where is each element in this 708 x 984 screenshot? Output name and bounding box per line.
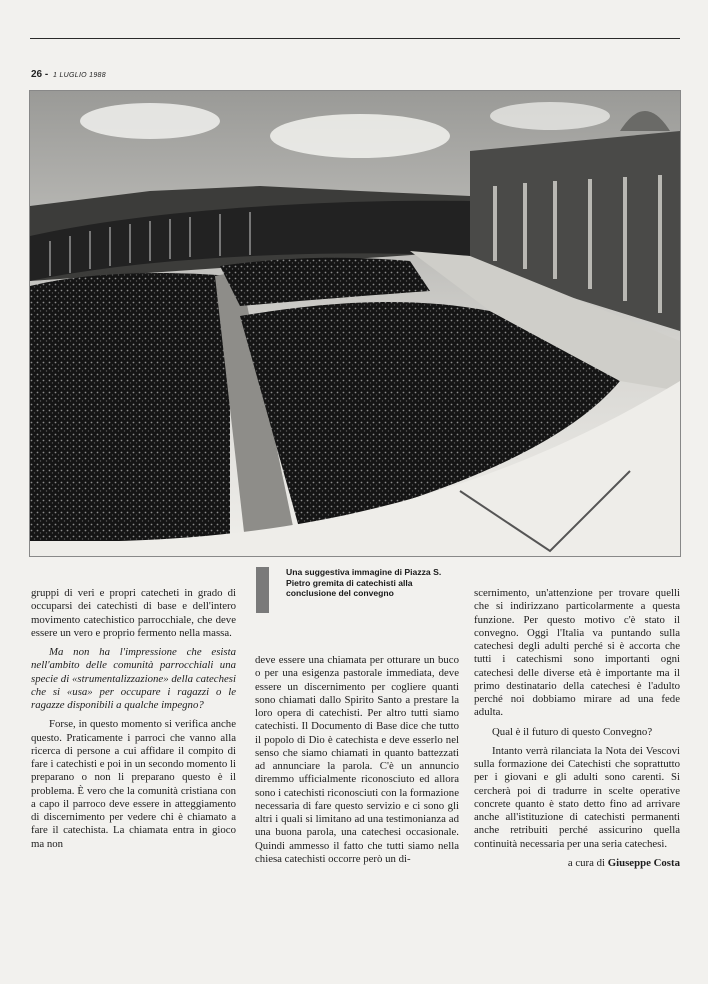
byline xyxy=(474,857,680,870)
paragraph: deve essere una chiamata per otturare un buco o per una esigenza pastorale immediata, deve essere un discernimento per cogliere quanti sono chiamati dallo Spirito Santo a prestare la loro opera di catechisti. Per altro tutti siamo catechisti. Il Documento di Base dice che tutto il popolo di Dio è catechista e deve esserlo nel senso che siamo chiamati in quanto battezzati ad annunciare la parola. C'è un annuncio diremmo ufficialmente riconosciuto ed allora sono i catechisti riconosciuti con la formazione necessaria di fare questo servizio e ci sono gli altri i quali si limitano ad una testimonianza ad una buona parola, una catechesi occasionale. Quindi ammesso il fatto che tutti siamo nella chiesa catechisti occorre però un di- xyxy=(255,654,459,865)
photo-illustration xyxy=(30,91,680,556)
caption-bar xyxy=(256,567,269,613)
paragraph: Forse, in questo momento si verifica anche questo. Praticamente i parroci che vanno alla ricerca di persone a cui affidare il compito di fare i catechisti e poi in un secondo momento li preparano o non li preparano questo è il problema. È vero che la comunità cristiana con a capo il parroco deve essere in atteggiamento di discernimento per vedere chi è chiamato a fare il catechista. La chiamata entra in gioco ma non xyxy=(31,718,236,850)
article-column-1 xyxy=(31,587,236,857)
byline-prefix: a cura di xyxy=(567,856,605,869)
top-rule xyxy=(30,38,680,39)
page-number: 26 xyxy=(31,69,43,80)
interview-question: Qual è il futuro di questo Convegno? xyxy=(492,725,653,738)
issue-date: 1 LUGLIO 1988 xyxy=(53,72,106,79)
paragraph: scernimento, un'attenzione per trovare quelli che si indirizzano particolarmente a questa funzione. Per questo motivo c'è stato il convegno. Oggi l'Italia va puntando sulla catechesi degli adulti perché si è accorta che tutti i catechismi sono importanti ogni catechesi delle diverse età è importante ma il primo destinatario della catechesi è l'adulto perché noi dobbiamo mirare ad una fede adulta. xyxy=(474,587,680,719)
byline-author: Giuseppe Costa xyxy=(607,856,680,869)
interview-question: Ma non ha l'impressione che esista nell'ambito delle comunità parrocchiali una specie di «strumentalizzazione» della catechesi che si «usa» per occupare i ragazzi o le ragazze disponibili a qualche impegno? xyxy=(31,646,236,711)
article-column-3 xyxy=(474,587,680,876)
crowd-left xyxy=(30,273,230,541)
cloud xyxy=(270,114,450,158)
cloud xyxy=(80,103,220,139)
paragraph: Intanto verrà rilanciata la Nota dei Vescovi sulla formazione dei Catechisti che soprattutto per i giovani e gli adulti sono carenti. Si cercherà poi di tradurre in scelte operative concrete quanto è stato detto fino ad arrivare anche all'istituzione di catechisti permanenti anche retribuiti perché assicurino quella continuità necessaria per una seria catechesi. xyxy=(474,744,680,850)
article-column-2 xyxy=(255,654,459,872)
paragraph: gruppi di veri e propri catecheti in grado di occuparsi dei catechisti di base e dell'intero movimento catechistico parrocchiale, che deve essere un vero e proprio fermento nella massa. xyxy=(31,587,236,639)
folio-separator: - xyxy=(42,69,52,80)
cloud xyxy=(490,102,610,130)
st-peters-square-photo xyxy=(29,90,681,557)
page-folio xyxy=(31,69,106,80)
photo-caption: Una suggestiva immagine di Piazza S. Pietro gremita di catechisti alla conclusione del convegno xyxy=(286,567,442,599)
